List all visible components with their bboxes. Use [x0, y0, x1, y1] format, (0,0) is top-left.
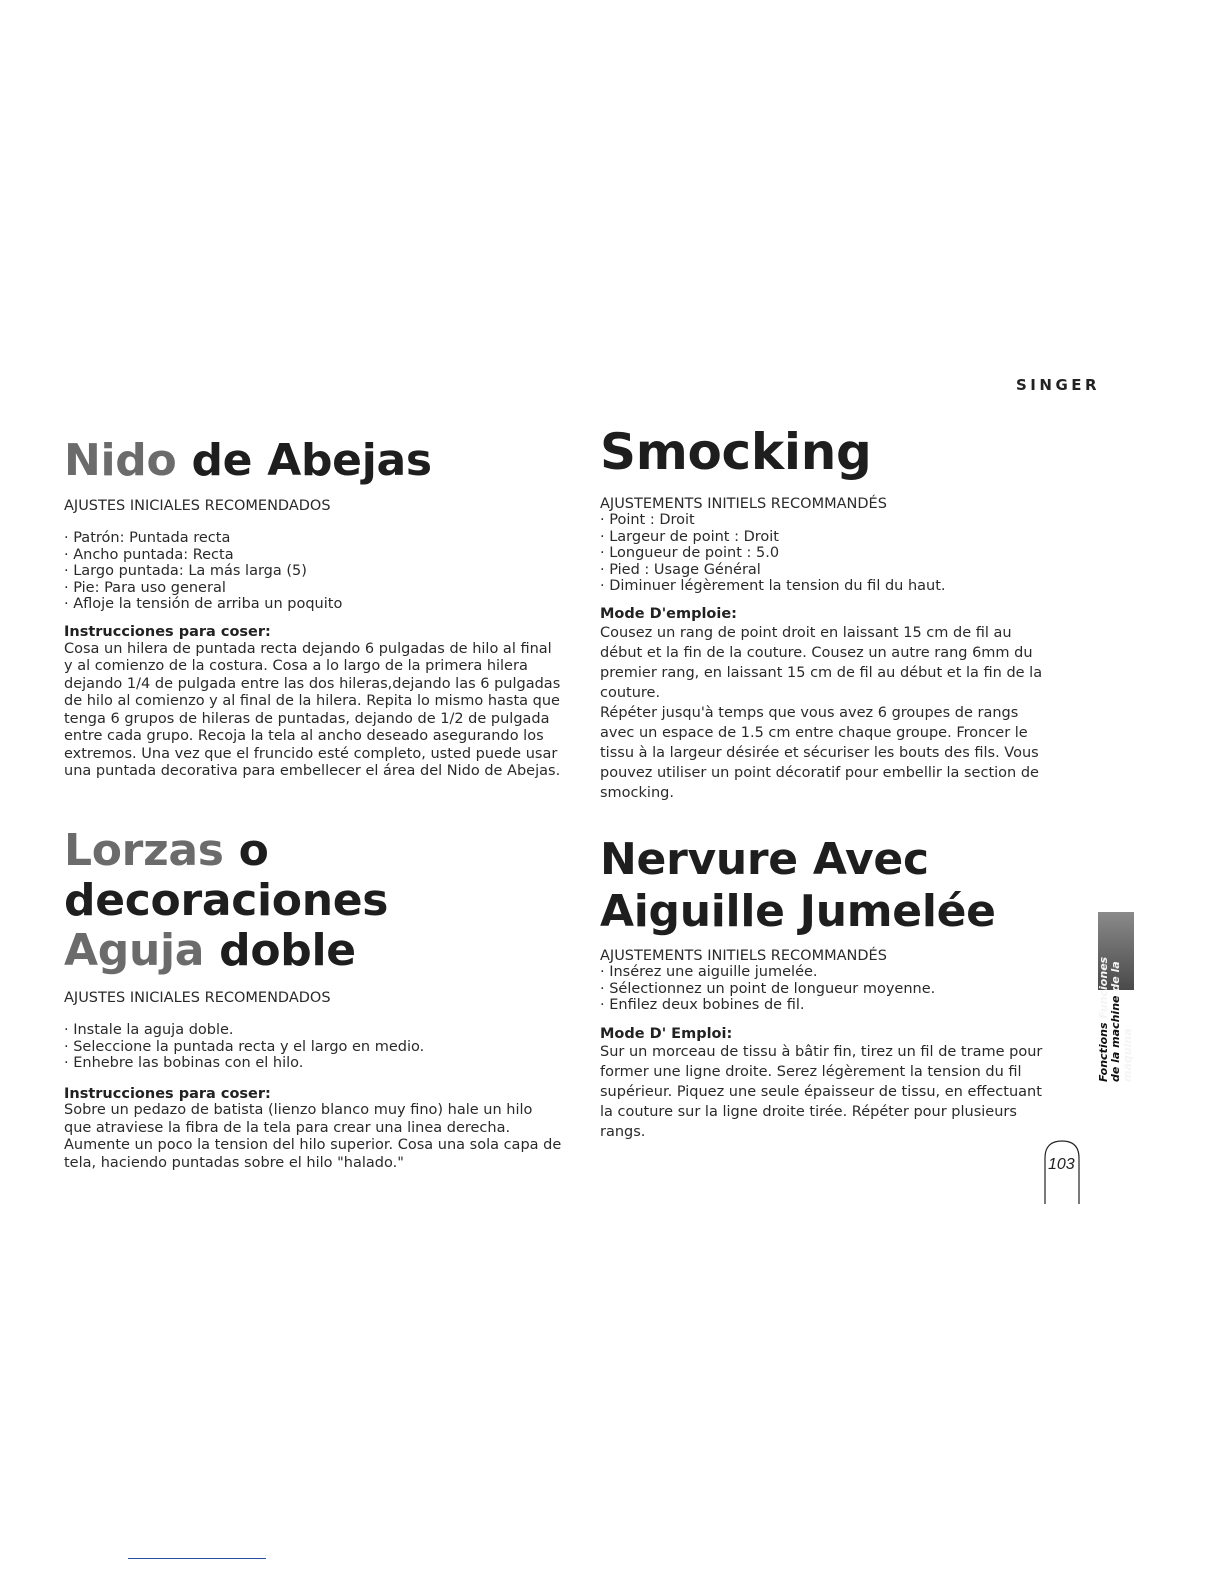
- list-item: · Seleccione la puntada recta y el largo en medio.: [64, 1039, 564, 1055]
- list-item: · Instale la aguja doble.: [64, 1022, 564, 1038]
- list-item: · Pied : Usage Général: [600, 562, 1050, 578]
- list-item: · Longueur de point : 5.0: [600, 545, 1050, 561]
- instructions-text: Cosa un hilera de puntada recta dejando 6 pulgadas de hilo al final y al comienzo de la costura. Cosa a lo largo de la primera hilera dejando 1/4 de pulgada entre las dos hileras,dejando las 6 pulgadas de hilo al comienzo y al final de la hilera. Repita lo mismo hasta que tenga 6 grupos de hileras de puntadas, dejando de 1/2 de pulgada entre cada grupo. Recoja la tela al ancho deseado asegurando los extremos. Una vez que el fruncido esté completo, usted puede usar una puntada decorativa para embellecer el área del Nido de Abejas.: [64, 640, 561, 780]
- section-smocking: [600, 424, 1050, 803]
- instructions-text: Sobre un pedazo de batista (lienzo blanco muy fino) hale un hilo que atraviese la fibra de la tela para crear una linea derecha.: [64, 1102, 533, 1136]
- section-title: [600, 834, 1050, 938]
- chapter-side-tab: [1098, 912, 1134, 1082]
- list-item: · Sélectionnez un point de longueur moyenne.: [600, 981, 1050, 997]
- list-item: · Enhebre las bobinas con el hilo.: [64, 1055, 564, 1071]
- tab-label-line: de la máquina: [1109, 961, 1134, 1082]
- section-lorzas: [64, 826, 564, 1172]
- instructions-text: Aumente un poco la tension del hilo superior. Cosa una sola capa de tela, haciendo puntadas sobre el hilo "halado.": [64, 1137, 562, 1171]
- list-item: · Ancho puntada: Recta: [64, 547, 564, 563]
- section-nido-de-abejas: [64, 436, 564, 781]
- title-rest: de Abejas: [176, 435, 432, 486]
- list-item: · Largeur de point : Droit: [600, 529, 1050, 545]
- tab-label-line: Funciones: [1097, 956, 1110, 1019]
- list-item: · Afloje la tensión de arriba un poquito: [64, 596, 564, 612]
- title-faded: Aguja: [64, 925, 205, 976]
- settings-list: [600, 512, 1050, 594]
- footer-line: [128, 1558, 266, 1559]
- section-title: Smocking: [600, 423, 872, 481]
- instructions-heading: Instrucciones para coser:: [64, 1085, 271, 1102]
- tab-label-line: de la machine: [1109, 995, 1122, 1082]
- instructions-heading: Mode D'emploie:: [600, 606, 737, 623]
- section-title: [64, 826, 564, 976]
- title-line: Aiguille Jumelée: [600, 886, 996, 937]
- section-title: [64, 436, 564, 486]
- list-item: · Largo puntada: La más larga (5): [64, 563, 564, 579]
- instructions-text: Cousez un rang de point droit en laissant 15 cm de fil au début et la fin de la couture. Cousez un autre rang 6mm du premier rang, en laissant 15 cm de fil au début et la fin de la couture.: [600, 624, 1043, 701]
- settings-heading: AJUSTES INICIALES RECOMENDADOS: [64, 498, 331, 514]
- settings-list: [64, 1022, 564, 1071]
- title-line: Nervure Avec: [600, 834, 929, 885]
- settings-list: [64, 530, 564, 612]
- list-item: · Pie: Para uso general: [64, 580, 564, 596]
- brand-logo: SINGER: [1016, 376, 1101, 394]
- instructions-text: Répéter jusqu'à temps que vous avez 6 groupes de rangs avec un espace de 1.5 cm entre chaque groupe. Froncer le tissu à la largeur désirée et sécuriser les bouts des fils. Vous pouvez utiliser un point décoratif pour embellir la section de smocking.: [600, 704, 1039, 801]
- page-number-text: 103: [1048, 1156, 1075, 1173]
- settings-heading: AJUSTES INICIALES RECOMENDADOS: [64, 990, 331, 1006]
- page-number: [1044, 1140, 1080, 1204]
- title-faded: Nido: [64, 435, 177, 486]
- instructions-heading: Mode D' Emploi:: [600, 1025, 733, 1042]
- instructions-text: Sur un morceau de tissu à bâtir fin, tirez un fil de trame pour former une ligne droite. Serez légèrement la tension du fil supérieur. Piquez une seule épaisseur de tissu, en effectuant la couture sur la ligne droite tirée. Répéter pour plusieurs rangs.: [600, 1044, 1043, 1141]
- settings-list: [600, 964, 1050, 1013]
- list-item: · Diminuer légèrement la tension du fil du haut.: [600, 578, 1050, 594]
- list-item: · Enfilez deux bobines de fil.: [600, 997, 1050, 1013]
- instructions-heading: Instrucciones para coser:: [64, 624, 271, 641]
- tab-label: [1098, 912, 1134, 1082]
- list-item: · Patrón: Puntada recta: [64, 530, 564, 546]
- tab-label-line: Fonctions: [1097, 1022, 1110, 1082]
- section-nervure: [600, 834, 1050, 1142]
- title-rest: o decoraciones: [64, 825, 389, 926]
- settings-heading: AJUSTEMENTS INITIELS RECOMMANDÉS: [600, 948, 887, 964]
- title-faded: Lorzas: [64, 825, 224, 876]
- settings-heading: AJUSTEMENTS INITIELS RECOMMANDÉS: [600, 496, 887, 512]
- list-item: · Point : Droit: [600, 512, 1050, 528]
- list-item: · Insérez une aiguille jumelée.: [600, 964, 1050, 980]
- title-rest: doble: [204, 925, 356, 976]
